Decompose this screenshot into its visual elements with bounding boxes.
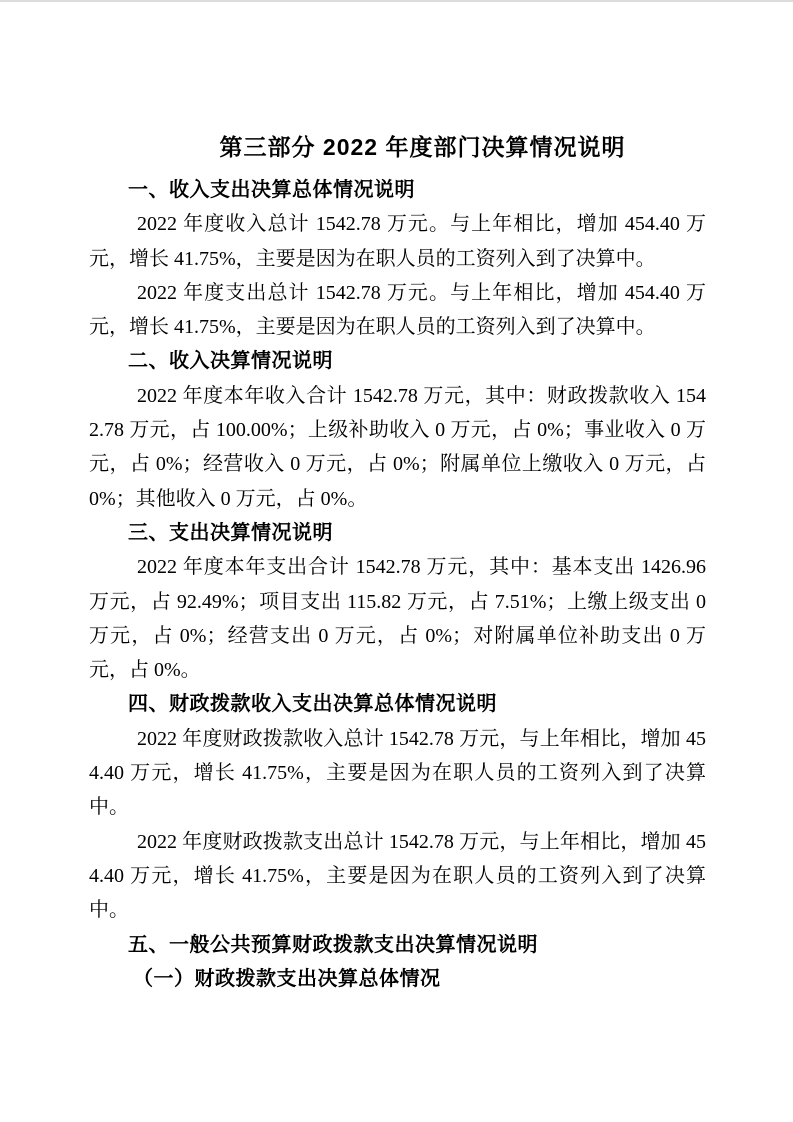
para-fiscal-allocation-expenditure: 2022 年度财政拨款支出总计 1542.78 万元，与上年相比，增加 454.40 万元，增长 41.75%，主要是因为在职人员的工资列入到了决算中。	[89, 830, 706, 922]
section-5-heading: 五、一般公共预算财政拨款支出决算情况说明	[128, 933, 538, 956]
para-revenue-total: 2022 年度收入总计 1542.78 万元。与上年相比，增加 454.40 万元，增长 41.75%，主要是因为在职人员的工资列入到了决算中。	[89, 213, 706, 270]
section-4-heading: 四、财政拨款收入支出决算总体情况说明	[128, 693, 497, 716]
page-top-scan-artifact	[0, 0, 793, 2]
section-2-heading: 二、收入决算情况说明	[128, 350, 333, 373]
para-fiscal-allocation-revenue: 2022 年度财政拨款收入总计 1542.78 万元，与上年相比，增加 454.40 万元，增长 41.75%，主要是因为在职人员的工资列入到了决算中。	[89, 727, 706, 819]
section-1-heading: 一、收入支出决算总体情况说明	[128, 179, 415, 201]
para-expenditure-detail: 2022 年度本年支出合计 1542.78 万元，其中：基本支出 1426.96 万元，占 92.49%；项目支出 115.82 万元，占 7.51%；上缴上级支出 0 万元，占 0%；经营支出 0 万元，占 0%；对附属单位补助支出 0 万元，占 0%。	[89, 556, 706, 682]
para-expenditure-total: 2022 年度支出总计 1542.78 万元。与上年相比，增加 454.40 万元，增长 41.75%，主要是因为在职人员的工资列入到了决算中。	[89, 281, 706, 339]
section-3-heading: 三、支出决算情况说明	[128, 521, 333, 544]
para-revenue-detail: 2022 年度本年收入合计 1542.78 万元，其中：财政拨款收入 1542.78 万元，占 100.00%；上级补助收入 0 万元，占 0%；事业收入 0 万元，占 0%；经营收入 0 万元，占 0%；附属单位上缴收入 0 万元，占 0%；其他收入 0 万元，占 0%。	[89, 384, 706, 510]
document-title: 第三部分 2022 年度部门决算情况说明	[219, 134, 626, 160]
subsection-5-1-heading: （一）财政拨款支出决算总体情况	[133, 967, 441, 990]
